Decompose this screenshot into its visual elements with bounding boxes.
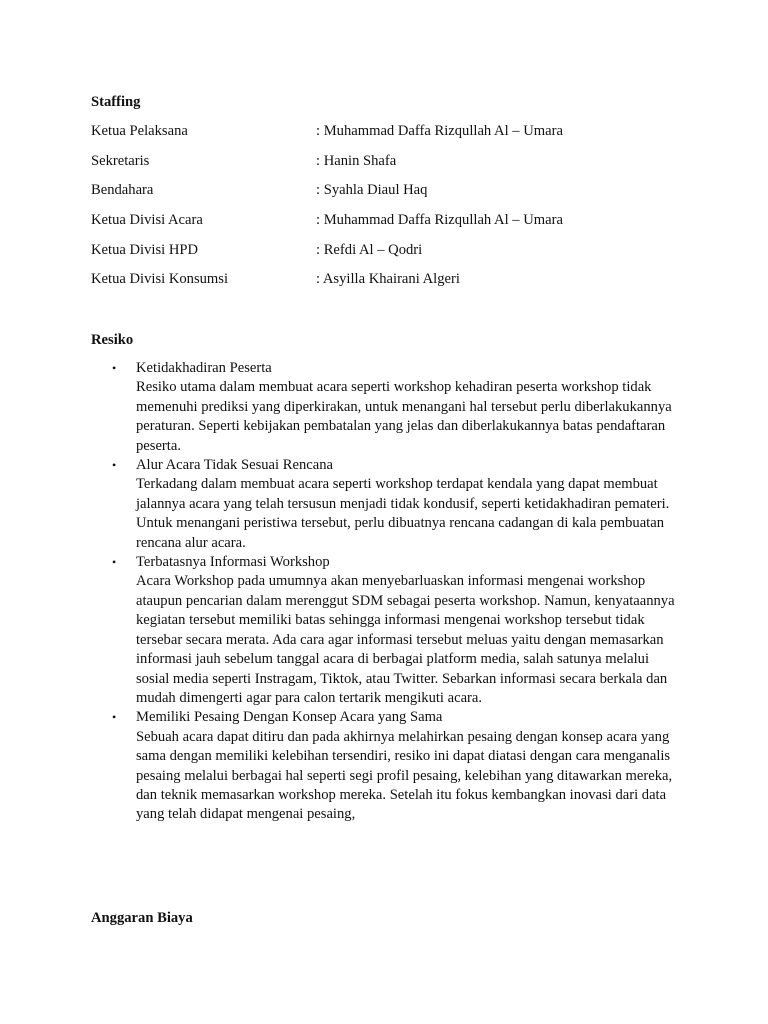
staffing-name: : Asyilla Khairani Algeri: [316, 271, 460, 288]
staffing-row: [91, 152, 711, 182]
staffing-role: Ketua Divisi HPD: [91, 241, 199, 258]
risk-description: Terkadang dalam membuat acara seperti workshop terdapat kendala yang dapat membuat jalannya acara yang telah tersusun menjadi tidak kondusif, seperti ketidakhadiran pemateri. Untuk menangani peristiwa tersebut, perlu dibuatnya rencana cadangan di kala pembuatan rencana alur acara.: [136, 476, 670, 551]
staffing-row: [91, 181, 711, 211]
staffing-role: Ketua Pelaksana: [91, 123, 188, 139]
risk-title: Ketidakhadiran Peserta: [136, 360, 272, 376]
staffing-name: : Refdi Al – Qodri: [316, 241, 423, 258]
staffing-row: [91, 270, 711, 300]
risk-title: Alur Acara Tidak Sesuai Rencana: [136, 457, 333, 474]
staffing-name: : Muhammad Daffa Rizqullah Al – Umara: [316, 212, 563, 229]
risk-description: Resiko utama dalam membuat acara seperti workshop kehadiran peserta workshop tidak memenuhi prediksi yang diperkirakan, untuk menangani hal tersebut perlu diberlakukannya peraturan. Seperti kebijakan pembatalan yang jelas dan diberlakukannya batas pendaftaran peserta.: [136, 379, 672, 454]
staffing-role: Ketua Divisi Konsumsi: [91, 271, 229, 288]
risk-description: Acara Workshop pada umumnya akan menyebarluaskan informasi mengenai workshop ataupun pencarian dalam merenggut SDM sebagai peserta workshop. Namun, kenyataannya kegiatan tersebut memiliki batas sehingga informasi mengenai workshop tersebut tidak tersebar secara merata. Ada cara agar informasi tersebut meluas yaitu dengan memasarkan informasi jauh sebelum tanggal acara di berbagai platform media, salah satunya melalui sosial media seperti Instragam, Tiktok, atau Twitter. Sebarkan informasi secara berkala dan mudah dimengerti agar para calon tertarik mengikuti acara.: [136, 573, 675, 706]
risk-title: Memiliki Pesaing Dengan Konsep Acara yang Sama: [136, 709, 443, 726]
staffing-row: [91, 241, 711, 271]
staffing-row: [91, 122, 711, 152]
staffing-name: : Hanin Shafa: [316, 152, 397, 169]
staffing-role: Sekretaris: [91, 152, 150, 169]
bullet-icon: •: [112, 458, 117, 473]
bullet-icon: •: [112, 555, 117, 570]
list-item: [112, 456, 681, 553]
list-item: [112, 359, 681, 456]
staffing-role: Ketua Divisi Acara: [91, 212, 203, 229]
staffing-table: [91, 122, 711, 300]
staffing-name: : Syahla Diaul Haq: [316, 182, 428, 199]
bullet-icon: •: [112, 710, 117, 725]
staffing-heading: Staffing: [91, 94, 141, 110]
staffing-row: [91, 211, 711, 241]
staffing-name: : Muhammad Daffa Rizqullah Al – Umara: [316, 123, 563, 139]
resiko-heading: Resiko: [91, 332, 134, 348]
bullet-icon: •: [112, 361, 117, 375]
anggaran-heading: Anggaran Biaya: [91, 910, 193, 926]
risk-title: Terbatasnya Informasi Workshop: [136, 554, 330, 571]
list-item: [112, 708, 681, 824]
list-item: [112, 553, 681, 708]
risk-list: [112, 359, 681, 825]
risk-description: Sebuah acara dapat ditiru dan pada akhirnya melahirkan pesaing dengan konsep acara yang sama dengan memiliki kelebihan tersendiri, resiko ini dapat diatasi dengan cara menganalis pesaing melalui berbagai hal seperti segi profil pesaing, kelebihan yang ditawarkan mereka, dan teknik memasarkan workshop mereka. Setelah itu fokus kembangkan inovasi dari data yang telah didapat mengenai pesaing,: [136, 728, 673, 823]
staffing-role: Bendahara: [91, 182, 154, 199]
